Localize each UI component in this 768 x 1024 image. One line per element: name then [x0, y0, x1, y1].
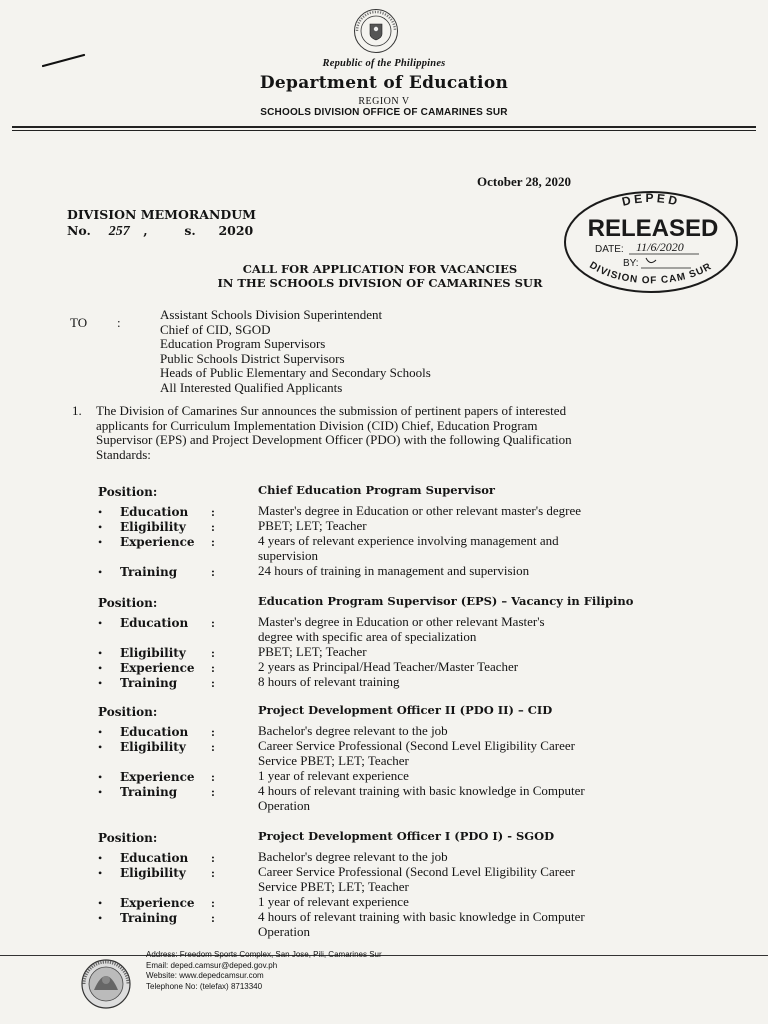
requirement-colon: : — [211, 770, 215, 784]
header-rule — [12, 126, 756, 128]
division-logo — [80, 958, 132, 1010]
memo-title-line1: CALL FOR APPLICATION FOR VACANCIES — [242, 262, 518, 276]
bullet-icon: • — [98, 616, 103, 630]
requirement-value: Operation — [258, 798, 310, 813]
requirement-colon: : — [211, 785, 215, 799]
bullet-icon: • — [98, 661, 103, 675]
requirement-label: Education — [120, 616, 189, 630]
bullet-icon: • — [98, 565, 103, 579]
requirement-label: Training — [120, 785, 178, 799]
memo-title-line2: IN THE SCHOOLS DIVISION OF CAMARINES SUR — [217, 276, 543, 290]
bullet-icon: • — [98, 785, 103, 799]
bullet-icon: • — [98, 505, 103, 519]
paragraph-line: Supervisor (EPS) and Project Development Officer (PDO) with the following Qualification — [96, 432, 572, 447]
recipient-item: Chief of CID, SGOD — [160, 321, 271, 337]
requirement-value: 2 years as Principal/Head Teacher/Master Teacher — [258, 659, 519, 674]
region-line: REGION V — [358, 96, 410, 107]
department-name: Department of Education — [259, 73, 509, 93]
requirement-value: Bachelor's degree relevant to the job — [258, 723, 448, 738]
requirement-label: Training — [120, 565, 178, 579]
position-title: Project Development Officer II (PDO II) – CID — [258, 703, 553, 717]
requirement-label: Education — [120, 505, 189, 519]
requirement-colon: : — [211, 646, 215, 660]
bullet-icon: • — [98, 520, 103, 534]
to-label: TO — [70, 315, 88, 330]
paragraph-line: applicants for Curriculum Implementation Division (CID) Chief, Education Program — [96, 417, 538, 433]
stamp-by-label: BY: — [623, 258, 639, 269]
recipient-list — [160, 308, 431, 395]
requirement-colon: : — [211, 616, 215, 630]
to-colon: : — [117, 315, 121, 330]
requirement-value: degree with specific area of specialization — [258, 629, 477, 644]
requirement-colon: : — [211, 866, 215, 880]
requirement-value: Service PBET; LET; Teacher — [258, 753, 409, 768]
footer-address: Address: Freedom Sports Complex, San Jose, Pili, Camarines Sur — [146, 950, 382, 959]
bullet-icon: • — [98, 676, 103, 690]
memo-number-block — [67, 207, 256, 240]
requirement-colon: : — [211, 520, 215, 534]
stamp-date-value: 11/6/2020 — [636, 240, 684, 254]
recipient-item: Heads of Public Elementary and Secondary Schools — [160, 365, 431, 380]
memo-series-label: s. — [184, 223, 196, 238]
memo-number-line — [67, 223, 256, 240]
bullet-icon: • — [98, 770, 103, 784]
requirement-label: Eligibility — [120, 866, 186, 880]
memo-comma: , — [143, 223, 148, 238]
memo-number: 257 — [108, 224, 130, 239]
bullet-icon: • — [98, 851, 103, 865]
footer-contact — [146, 950, 382, 992]
requirement-value: Service PBET; LET; Teacher — [258, 879, 409, 894]
memo-year: 2020 — [218, 223, 254, 238]
requirement-label: Experience — [120, 770, 195, 784]
footer-email: Email: deped.camsur@deped.gov.ph — [146, 960, 278, 970]
bullet-icon: • — [98, 911, 103, 925]
requirement-colon: : — [211, 725, 215, 739]
stamp-status: RELEASED — [587, 215, 719, 242]
requirement-label: Training — [120, 911, 178, 925]
bullet-icon: • — [98, 646, 103, 660]
header-rule-thin — [12, 130, 756, 131]
requirement-label: Eligibility — [120, 646, 186, 660]
requirement-value: 4 hours of relevant training with basic knowledge in Computer — [258, 909, 585, 924]
requirement-value: 24 hours of training in management and supervision — [258, 563, 530, 578]
requirement-colon: : — [211, 896, 215, 910]
position-title: Education Program Supervisor (EPS) – Vacancy in Filipino — [258, 594, 634, 608]
requirement-value: Bachelor's degree relevant to the job — [258, 849, 448, 864]
stamp-top-text: DEPED — [620, 191, 682, 209]
requirement-value: PBET; LET; Teacher — [258, 644, 367, 659]
requirement-value: 1 year of relevant experience — [258, 894, 409, 909]
requirement-colon: : — [211, 740, 215, 754]
recipient-item: Assistant Schools Division Superintendent — [160, 307, 383, 322]
requirement-colon: : — [211, 676, 215, 690]
requirement-value: 4 hours of relevant training with basic knowledge in Computer — [258, 783, 585, 798]
paragraph-number: 1. — [72, 403, 82, 418]
requirement-label: Training — [120, 676, 178, 690]
memo-no-label: No. — [67, 223, 91, 238]
requirement-colon: : — [211, 661, 215, 675]
bullet-icon: • — [98, 866, 103, 880]
bullet-icon: • — [98, 896, 103, 910]
stamp-date-label: DATE: — [595, 244, 624, 255]
requirement-value: 1 year of relevant experience — [258, 768, 409, 783]
requirement-label: Eligibility — [120, 520, 186, 534]
requirement-label: Experience — [120, 661, 195, 675]
requirement-colon: : — [211, 535, 215, 549]
requirement-value: supervision — [258, 548, 318, 563]
requirement-value: Career Service Professional (Second Level Eligibility Career — [258, 738, 575, 753]
footer-rule — [0, 955, 768, 956]
memo-date: October 28, 2020 — [477, 174, 571, 189]
requirement-colon: : — [211, 911, 215, 925]
footer-website: Website: www.depedcamsur.com — [146, 971, 264, 980]
bullet-icon: • — [98, 535, 103, 549]
republic-line: Republic of the Philippines — [322, 58, 446, 69]
position-title: Chief Education Program Supervisor — [258, 483, 495, 497]
paragraph-line: Standards: — [96, 446, 151, 462]
position-label: Position: — [98, 705, 158, 719]
requirement-label: Education — [120, 725, 189, 739]
intro-paragraph — [72, 404, 712, 462]
requirement-label: Eligibility — [120, 740, 186, 754]
requirement-value: Operation — [258, 924, 310, 939]
deped-seal-logo — [353, 8, 399, 54]
requirement-label: Experience — [120, 535, 195, 549]
bullet-icon: • — [98, 725, 103, 739]
requirement-value: PBET; LET; Teacher — [258, 518, 367, 533]
requirement-value: 8 hours of relevant training — [258, 674, 400, 689]
requirement-colon: : — [211, 505, 215, 519]
division-office-line: SCHOOLS DIVISION OFFICE OF CAMARINES SUR — [260, 107, 508, 118]
requirement-value: Master's degree in Education or other relevant Master's — [258, 614, 545, 629]
requirement-value: Master's degree in Education or other relevant master's degree — [258, 503, 582, 518]
recipient-item: Education Program Supervisors — [160, 336, 326, 351]
stamp-bottom-text: DIVISION OF CAM SUR — [587, 259, 714, 287]
requirement-value: 4 years of relevant experience involving management and — [258, 533, 559, 548]
position-label: Position: — [98, 831, 158, 845]
requirement-label: Experience — [120, 896, 195, 910]
recipient-item: Public Schools District Supervisors — [160, 350, 345, 366]
position-label: Position: — [98, 485, 158, 499]
paragraph-line: The Division of Camarines Sur announces the submission of pertinent papers of interested — [96, 403, 567, 418]
position-title: Project Development Officer I (PDO I) - SGOD — [258, 829, 555, 843]
requirement-label: Education — [120, 851, 189, 865]
position-label: Position: — [98, 596, 158, 610]
footer-telephone: Telephone No: (telefax) 8713340 — [146, 981, 263, 991]
memo-type: DIVISION MEMORANDUM — [67, 207, 256, 222]
recipient-item: All Interested Qualified Applicants — [160, 379, 343, 395]
requirement-value: Career Service Professional (Second Level Eligibility Career — [258, 864, 575, 879]
requirement-colon: : — [211, 565, 215, 579]
requirement-colon: : — [211, 851, 215, 865]
bullet-icon: • — [98, 740, 103, 754]
